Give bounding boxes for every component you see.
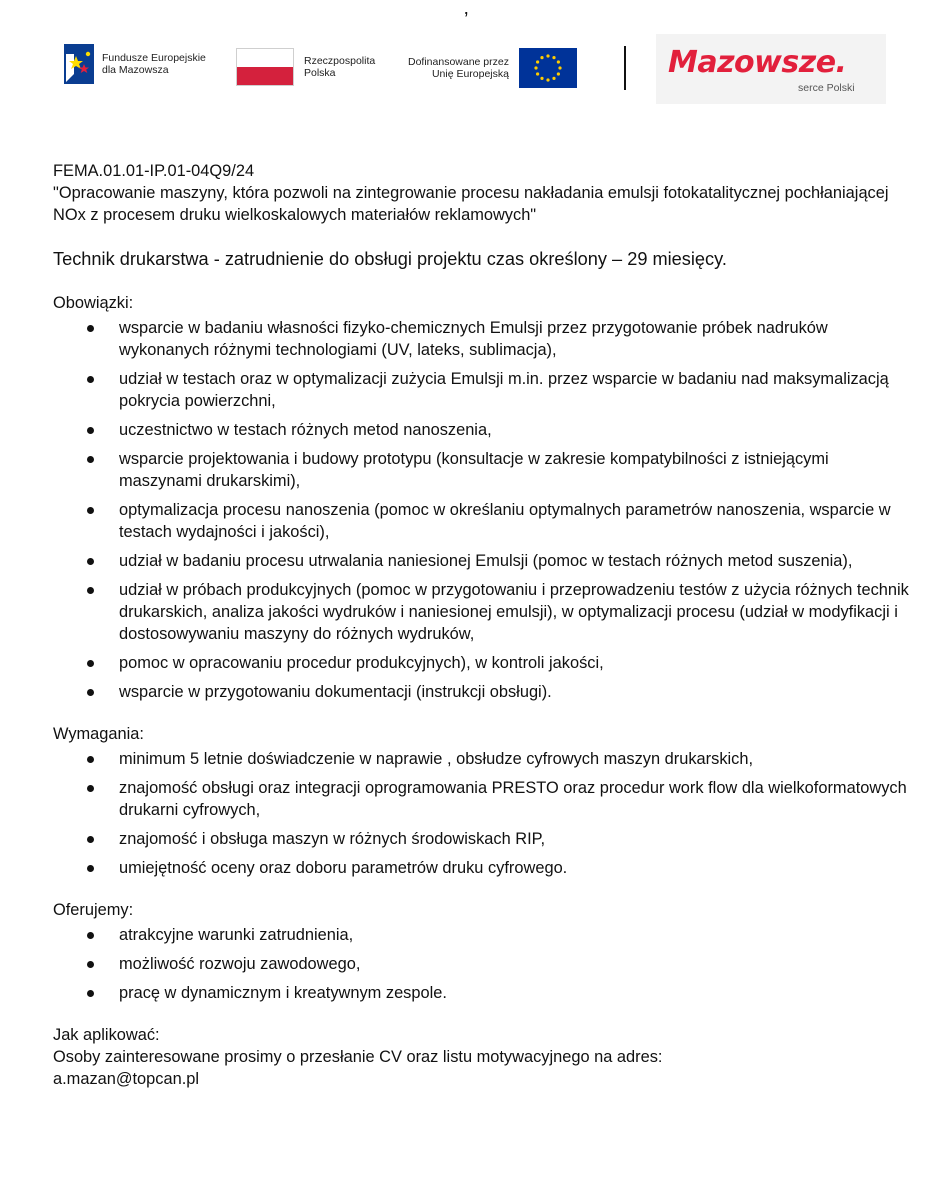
list-item: optymalizacja procesu nanoszenia (pomoc w określaniu optymalnych parametrów nanoszenia, wsparcie w testach wydajności i jakości),	[53, 499, 913, 543]
apply-instructions: Osoby zainteresowane prosimy o przesłanie CV oraz listu motywacyjnego na adres:	[53, 1048, 663, 1066]
eu-star-icon	[540, 56, 543, 59]
eu-cofinancing-logo	[408, 48, 577, 88]
rzeczpospolita-polska-logo	[236, 48, 375, 86]
logo-divider	[624, 46, 626, 90]
bullet-icon	[87, 507, 94, 514]
duties-list	[53, 317, 913, 703]
offer-heading: Oferujemy:	[53, 901, 134, 919]
poland-flag-icon	[236, 48, 294, 86]
requirements-heading: Wymagania:	[53, 725, 144, 743]
list-item: umiejętność oceny oraz doboru parametrów druku cyfrowego.	[53, 857, 913, 879]
list-item: pracę w dynamicznym i kreatywnym zespole.	[53, 982, 913, 1004]
requirements-list	[53, 748, 913, 879]
list-item: wsparcie projektowania i budowy prototypu (konsultacje w zakresie kompatybilności z istniejącymi maszynami drukarskimi),	[53, 448, 913, 492]
eu-star-icon	[557, 60, 560, 63]
offer-list	[53, 924, 913, 1004]
eu-star-icon	[546, 54, 549, 57]
bullet-icon	[87, 785, 94, 792]
bullet-icon	[87, 865, 94, 872]
list-item: możliwość rozwoju zawodowego,	[53, 953, 913, 975]
list-item: pomoc w opracowaniu procedur produkcyjnych), w kontroli jakości,	[53, 652, 913, 674]
duties-heading: Obowiązki:	[53, 294, 134, 312]
stray-apostrophe-mark: ’	[464, 9, 469, 31]
eu-star-icon	[552, 56, 555, 59]
eu-star-icon	[557, 72, 560, 75]
bullet-icon	[87, 376, 94, 383]
bullet-icon	[87, 836, 94, 843]
project-title: "Opracowanie maszyny, która pozwoli na zintegrowanie procesu nakładania emulsji fotokatalitycznej pochłaniającej NOx z procesem druku wielkoskalowych materiałów reklamowych"	[53, 184, 889, 224]
rzeczpospolita-polska-label: Rzeczpospolita Polska	[304, 54, 376, 79]
list-item: uczestnictwo w testach różnych metod nanoszenia,	[53, 419, 913, 441]
bullet-icon	[87, 456, 94, 463]
eu-star-icon	[552, 77, 555, 80]
bullet-icon	[87, 990, 94, 997]
eu-flag-icon	[519, 48, 577, 88]
mazowsze-logo	[656, 34, 886, 104]
list-item: udział w testach oraz w optymalizacji zużycia Emulsji m.in. przez wsparcie w badaniu nad maksymalizacją pokrycia powierzchni,	[53, 368, 913, 412]
mazowsze-tagline: serce Polski	[798, 82, 855, 94]
funding-logo-bar	[58, 32, 890, 106]
list-item: atrakcyjne warunki zatrudnienia,	[53, 924, 913, 946]
mazowsze-wordmark: Mazowsze.	[668, 45, 847, 80]
bullet-icon	[87, 587, 94, 594]
eu-star-icon	[558, 66, 561, 69]
eu-star-icon	[534, 66, 537, 69]
bullet-icon	[87, 660, 94, 667]
job-title: Technik drukarstwa - zatrudnienie do obsługi projektu czas określony – 29 miesięcy.	[53, 249, 727, 269]
apply-heading: Jak aplikować:	[53, 1026, 160, 1044]
eu-star-icon	[540, 77, 543, 80]
list-item: udział w próbach produkcyjnych (pomoc w przygotowaniu i przeprowadzeniu testów z użycia różnych technik drukarskich, analiza jakości wydruków i naniesionej emulsji), w optymalizacji procesu (udział w modyfikacji i dostosowywaniu maszyny do różnych wydruków,	[53, 579, 913, 645]
list-item: wsparcie w przygotowaniu dokumentacji (instrukcji obsługi).	[53, 681, 913, 703]
bullet-icon	[87, 961, 94, 968]
list-item: znajomość obsługi oraz integracji oprogramowania PRESTO oraz procedur work flow dla wielkoformatowych drukarni cyfrowych,	[53, 777, 913, 821]
fundusze-europejskie-emblem-icon	[64, 44, 94, 84]
eu-star-icon	[536, 72, 539, 75]
eu-star-icon	[536, 60, 539, 63]
bullet-icon	[87, 427, 94, 434]
bullet-icon	[87, 689, 94, 696]
eu-cofinancing-label: Dofinansowane przez Unię Europejską	[408, 55, 509, 80]
job-posting-document	[53, 160, 913, 1090]
fundusze-europejskie-label: Fundusze Europejskie dla Mazowsza	[102, 51, 206, 76]
list-item: udział w badaniu procesu utrwalania naniesionej Emulsji (pomoc w testach różnych metod suszenia),	[53, 550, 913, 572]
list-item: znajomość i obsługa maszyn w różnych środowiskach RIP,	[53, 828, 913, 850]
eu-star-icon	[546, 78, 549, 81]
list-item: wsparcie w badaniu własności fizyko-chemicznych Emulsji przez przygotowanie próbek nadruków wykonanych różnymi technologiami (UV, lateks, sublimacja),	[53, 317, 913, 361]
fundusze-europejskie-logo	[64, 44, 206, 84]
contact-email[interactable]: a.mazan@topcan.pl	[53, 1070, 200, 1088]
list-item: minimum 5 letnie doświadczenie w naprawie , obsłudze cyfrowych maszyn drukarskich,	[53, 748, 913, 770]
bullet-icon	[87, 756, 94, 763]
project-reference-code: FEMA.01.01-IP.01-04Q9/24	[53, 162, 255, 180]
bullet-icon	[87, 558, 94, 565]
bullet-icon	[87, 325, 94, 332]
bullet-icon	[87, 932, 94, 939]
how-to-apply-section	[53, 1024, 913, 1090]
